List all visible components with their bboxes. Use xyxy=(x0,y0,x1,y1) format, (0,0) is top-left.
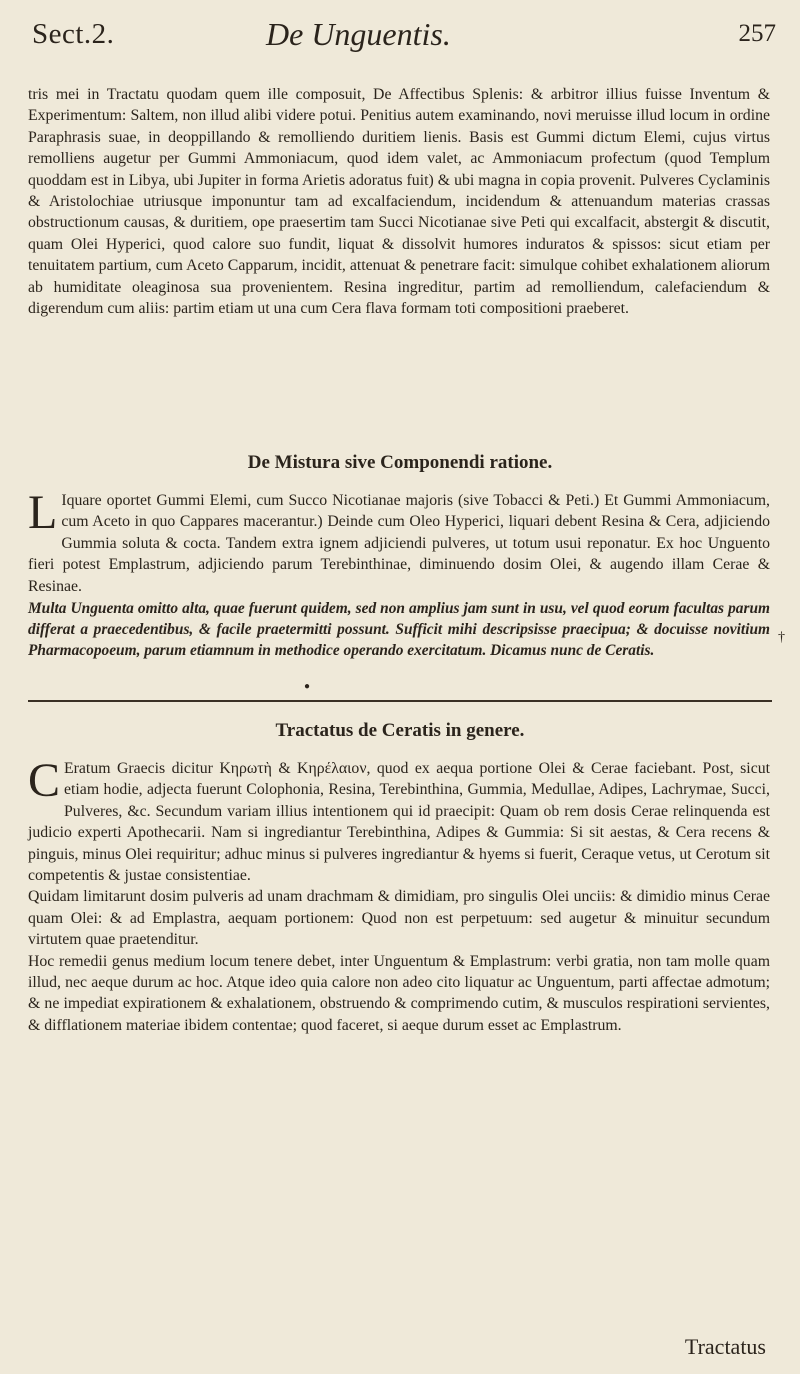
printer-dot: ● xyxy=(304,681,311,692)
paragraph-hoc-remedii: Hoc remedii genus medium locum tenere debet, inter Unguentum & Emplastrum: verbi gratia, non tam molle quam illud, nec aeque durum ac hoc. Atque ideo quia calore non adeo cito liquatur ac Unguentum, parti affectae admotum; & ne impediat expirationem & exhalationem, obstruendo & comprimendo cutim, & musculos respirationi servientes, & difflationem materiae ibidem contentae; quod faceret, si aeque durum esset ac Emplastrum. xyxy=(28,952,770,1034)
paragraph-ceratum-text: Eratum Graecis dicitur Κηρωτὴ & Κηρέλαιον, quod ex aequa portione Olei & Cerae faciebant. Post, sicut etiam hodie, adjecta fuerunt Colophonia, Resina, Terebinthina, Gummia, Medullae, Adipes, Lachrymae, Succi, Pulveres, &c. Secundum variam illius intentionem qui id praecipit: Quam ob rem dosis Cerae relinquenda est judicio experti Apothecarii. Nam si ingrediantur Terebinthina, Adipes & Gummia: Si sit aestas, & Cera recens & pinguis, minus Olei requiritur; adhuc minus si pulveres ingrediantur & hyems si fuerit, Ceraque vetus, ut Cerotum sit competentis & justae consistentiae. xyxy=(28,760,770,885)
running-title: De Unguentis. xyxy=(266,16,451,52)
paragraph-liquare-text: Iquare oportet Gummi Elemi, cum Succo Nicotianae majoris (sive Tobacci & Peti.) Et Gummi Ammoniacum, cum Aceto in quo Cappares macerantur.) Deinde cum Oleo Hyperici, liquari debent Resina & Cera, adjiciendo Gummia soluta & cocta. Tandem extra ignem adjiciendi pulveres, ut totum usui reponatur. Ex hoc Unguento fieri potest Emplastrum, adjiciendo parum Terebinthinae, diminuendo dosim Olei, & augendo illam Cerae & Resinae. xyxy=(28,492,770,595)
page-number: 257 xyxy=(738,20,776,47)
section-label: Sect.2. xyxy=(32,18,115,50)
section-heading-mistura: De Mistura sive Componendi ratione. xyxy=(247,452,553,473)
paragraphs-ceratis xyxy=(28,754,770,1036)
drop-cap: C xyxy=(28,754,61,807)
section-divider xyxy=(28,700,772,702)
margin-mark: † xyxy=(778,630,785,645)
paragraph-quidam: Quidam limitarunt dosim pulveris ad unam drachmam & dimidiam, pro singulis Olei unciis: & dimidio minus Cerae quam Olei: & ad Emplastra, aequam portionem: Quod non est perpetuum: sed augetur & minuitur secundum virtutem quae praetenditur. xyxy=(28,888,770,949)
italic-note: Multa Unguenta omitto alta, quae fuerunt quidem, sed non amplius jam sunt in usu, vel quod eorum facultas parum differat a praecedentibus, & facile praetermitti possunt. Sufficit mihi descripsisse praecipua; & docuisse novitium Pharmacopoeum, parum etiamnum in methodice operando exercitatum. Dicamus nunc de Ceratis. xyxy=(28,600,770,660)
paragraph-liquare xyxy=(28,486,770,597)
drop-cap: L xyxy=(28,486,58,539)
paragraph-opening: tris mei in Tractatu quodam quem ille composuit, De Affectibus Splenis: & arbitror illius fuisse Inventum & Experimentum: Saltem, non illud alibi videre potui. Penitius autem examinando, novi meruisse illud locum in ordine Paraphrasis suae, in deoppillando & remolliendo duritiem lienis. Basis est Gummi dictum Elemi, cujus virtus remolliens augetur per Gummi Ammoniacum, quod idem valet, ac Ammoniacum profectum (quod Templum quoddam est in Libya, ubi Jupiter in forma Arietis adoratus fuit) & ubi magna in copia provenit. Pulveres Cyclaminis & Aristolochiae utriusque imponuntur tam ad excalfaciendum, incidendum & attenuandum materias crassas obstructionum causas, & duritiem, ope praesertim tam Succi Nicotianae sive Peti qui excalfacit, abstergit & discutit, quam Olei Hyperici, quod calore suo fundit, liquat & dissolvit humores induratos & spissos: sicut etiam per tenuitatem partium, cum Aceto Capparum, incidit, attenuat & penetrare facit: simulque cohibet exhalationem aliorum ab humiditate oleaginosa sua provenientem. Resina ingreditur, partim ad remolliendum, calefaciendum & digerendum cum aliis: partim etiam ut una cum Cera flava formam toti compositioni praeberet. xyxy=(28,86,770,318)
running-header xyxy=(30,14,776,64)
paragraph-ceratum xyxy=(28,754,770,886)
section-heading-ceratis: Tractatus de Ceratis in genere. xyxy=(275,720,525,741)
catchword: Tractatus xyxy=(684,1334,766,1359)
